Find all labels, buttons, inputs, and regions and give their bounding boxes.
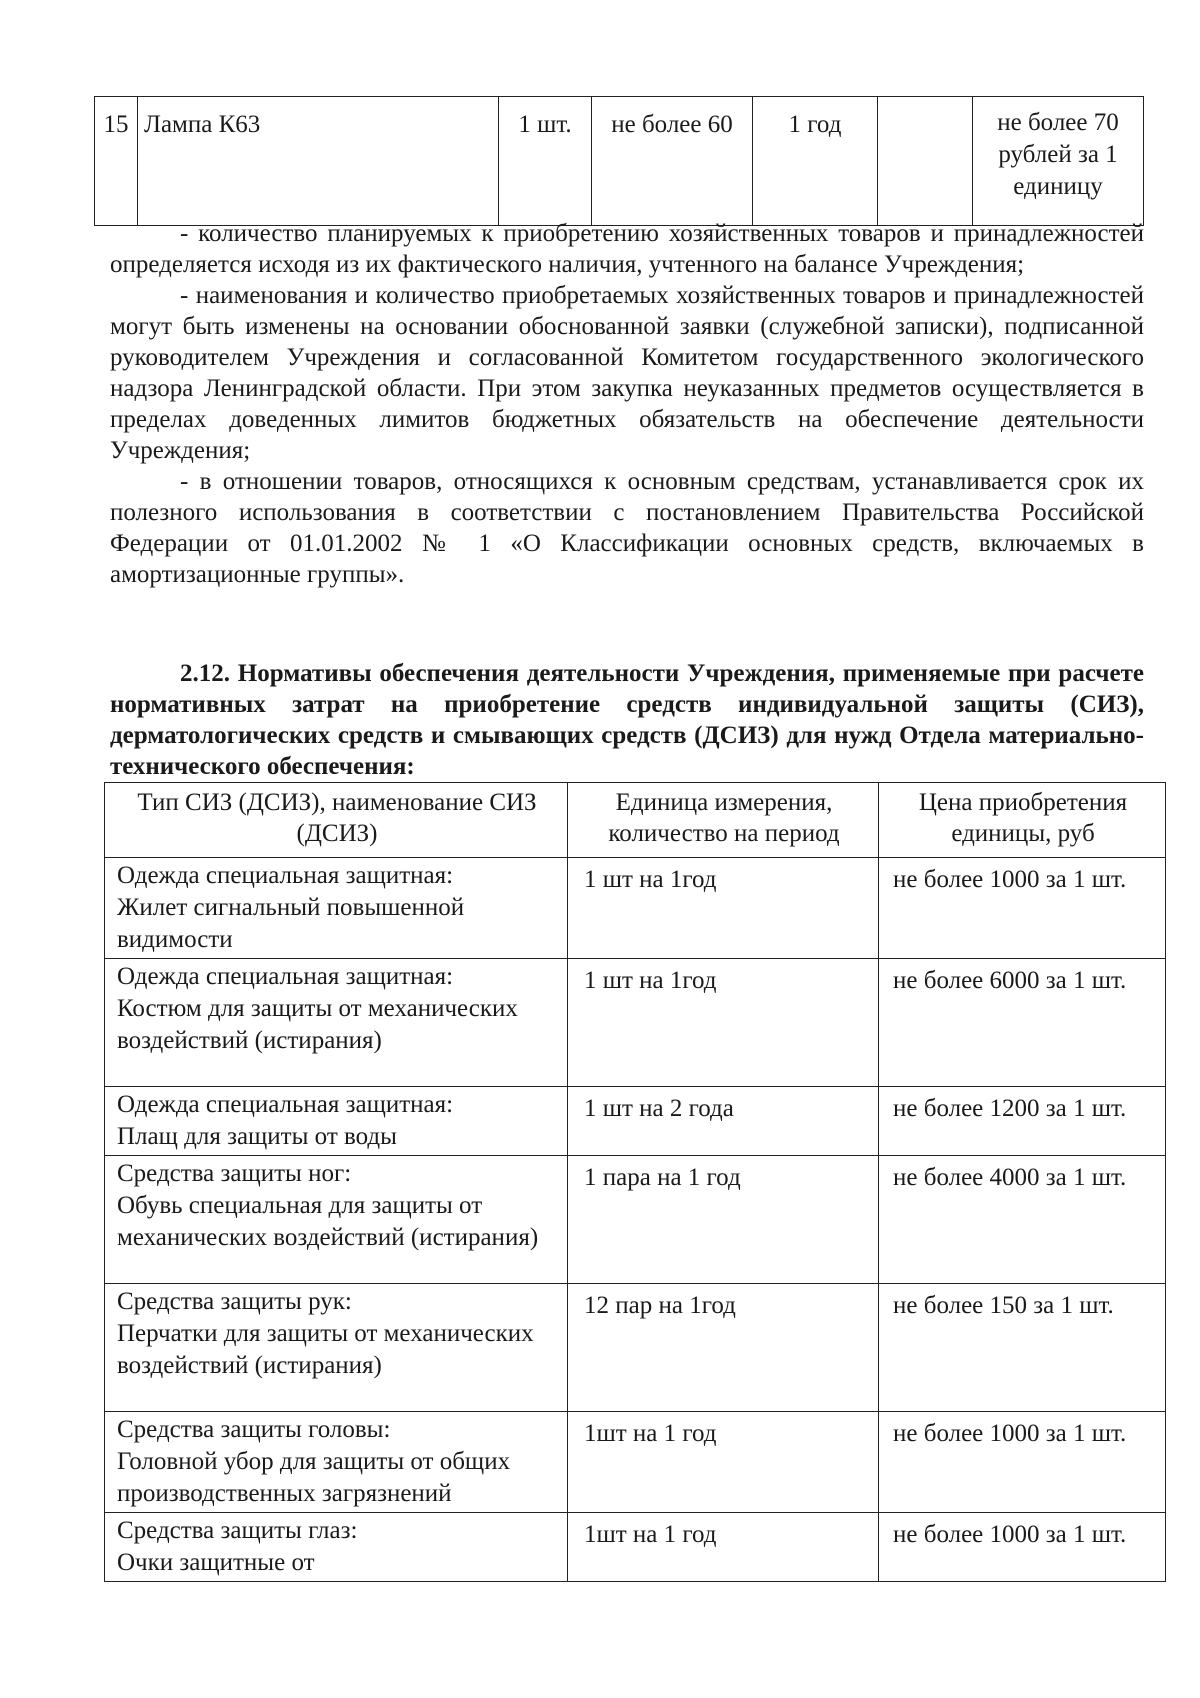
ppe-type-cell xyxy=(105,1284,568,1412)
item-quantity: 1 шт. xyxy=(499,97,592,226)
ppe-name: Очки защитные от xyxy=(117,1549,315,1576)
ppe-name: Костюм для защиты от механических воздействий (истирания) xyxy=(117,995,518,1054)
table-row xyxy=(95,97,1144,226)
ppe-price: не более 6000 за 1 шт. xyxy=(879,959,1166,1087)
paragraph: - в отношении товаров, относящихся к основным средствам, устанавливается срок их полезного использования в соответствии с постановлением Правительства Российской Федерации от 01.01.2002 № 1 «О Классификации основных средств, включаемых в амортизационные группы». xyxy=(110,468,1144,588)
section-heading: 2.12. Нормативы обеспечения деятельности Учреждения, применяемые при расчете нормативных затрат на приобретение средств индивидуальной защиты (СИЗ), дерматологических средств и смывающих средств (ДСИЗ) для нужд Отдела материально-технического обеспечения: xyxy=(110,660,1144,780)
ppe-name: Головной убор для защиты от общих производственных загрязнений xyxy=(117,1448,511,1507)
ppe-price: не более 1000 за 1 шт. xyxy=(879,1513,1166,1582)
table-row xyxy=(105,959,1166,1087)
item-norm: не более 60 xyxy=(592,97,753,226)
ppe-name: Перчатки для защиты от механических воздействий (истирания) xyxy=(117,1320,534,1379)
ppe-type: Одежда специальная защитная: xyxy=(117,862,454,889)
ppe-unit: 1 пара на 1 год xyxy=(568,1156,879,1284)
paragraph: - количество планируемых к приобретению хозяйственных товаров и принадлежностей определяется исходя из их фактического наличия, учтенного на балансе Учреждения; xyxy=(110,220,1144,278)
ppe-type-cell xyxy=(105,1156,568,1284)
table-row xyxy=(105,858,1166,959)
table-row xyxy=(105,1284,1166,1412)
ppe-type-cell xyxy=(105,959,568,1087)
item-term: 1 год xyxy=(753,97,878,226)
ppe-price: не более 4000 за 1 шт. xyxy=(879,1156,1166,1284)
ppe-type-cell xyxy=(105,1513,568,1582)
ppe-type-cell xyxy=(105,1412,568,1513)
ppe-name: Плащ для защиты от воды xyxy=(117,1123,397,1150)
ppe-price: не более 1000 за 1 шт. xyxy=(879,1412,1166,1513)
column-header-price: Цена приобретения единицы, руб xyxy=(879,783,1166,858)
ppe-name: Жилет сигнальный повышенной видимости xyxy=(117,894,465,953)
ppe-type: Средства защиты рук: xyxy=(117,1288,352,1315)
table-row xyxy=(105,1412,1166,1513)
ppe-unit: 12 пар на 1год xyxy=(568,1284,879,1412)
item-price: не более 70 рублей за 1 единицу xyxy=(973,97,1144,226)
column-header-type: Тип СИЗ (ДСИЗ), наименование СИЗ (ДСИЗ) xyxy=(105,783,568,858)
ppe-type: Средства защиты ног: xyxy=(117,1160,352,1187)
ppe-name: Обувь специальная для защиты от механических воздействий (истирания) xyxy=(117,1192,539,1251)
column-header-unit: Единица измерения, количество на период xyxy=(568,783,879,858)
ppe-unit: 1шт на 1 год xyxy=(568,1513,879,1582)
ppe-price: не более 1000 за 1 шт. xyxy=(879,858,1166,959)
item-name: Лампа К63 xyxy=(138,97,499,226)
ppe-unit: 1 шт на 1год xyxy=(568,959,879,1087)
item-extra xyxy=(878,97,973,226)
ppe-type: Средства защиты головы: xyxy=(117,1416,391,1443)
ppe-type: Одежда специальная защитная: xyxy=(117,963,454,990)
ppe-unit: 1шт на 1 год xyxy=(568,1412,879,1513)
ppe-price: не более 150 за 1 шт. xyxy=(879,1284,1166,1412)
table-row xyxy=(105,1156,1166,1284)
ppe-type: Средства защиты глаз: xyxy=(117,1517,358,1544)
paragraph: - наименования и количество приобретаемых хозяйственных товаров и принадлежностей могут быть изменены на основании обоснованной заявки (служебной записки), подписанной руководителем Учреждения и согласованной Комитетом государственного экологического надзора Ленинградской области. При этом закупка неуказанных предметов осуществляется в пределах доведенных лимитов бюджетных обязательств на обеспечение деятельности Учреждения; xyxy=(110,282,1144,464)
ppe-type: Одежда специальная защитная: xyxy=(117,1091,454,1118)
supplies-table xyxy=(94,96,1144,226)
row-number: 15 xyxy=(95,97,138,226)
ppe-unit: 1 шт на 1год xyxy=(568,858,879,959)
ppe-table xyxy=(104,782,1166,1582)
ppe-type-cell xyxy=(105,1087,568,1156)
table-header-row xyxy=(105,783,1166,858)
table-row xyxy=(105,1513,1166,1582)
ppe-unit: 1 шт на 2 года xyxy=(568,1087,879,1156)
ppe-price: не более 1200 за 1 шт. xyxy=(879,1087,1166,1156)
ppe-type-cell xyxy=(105,858,568,959)
table-row xyxy=(105,1087,1166,1156)
conditions-text xyxy=(110,218,1144,590)
